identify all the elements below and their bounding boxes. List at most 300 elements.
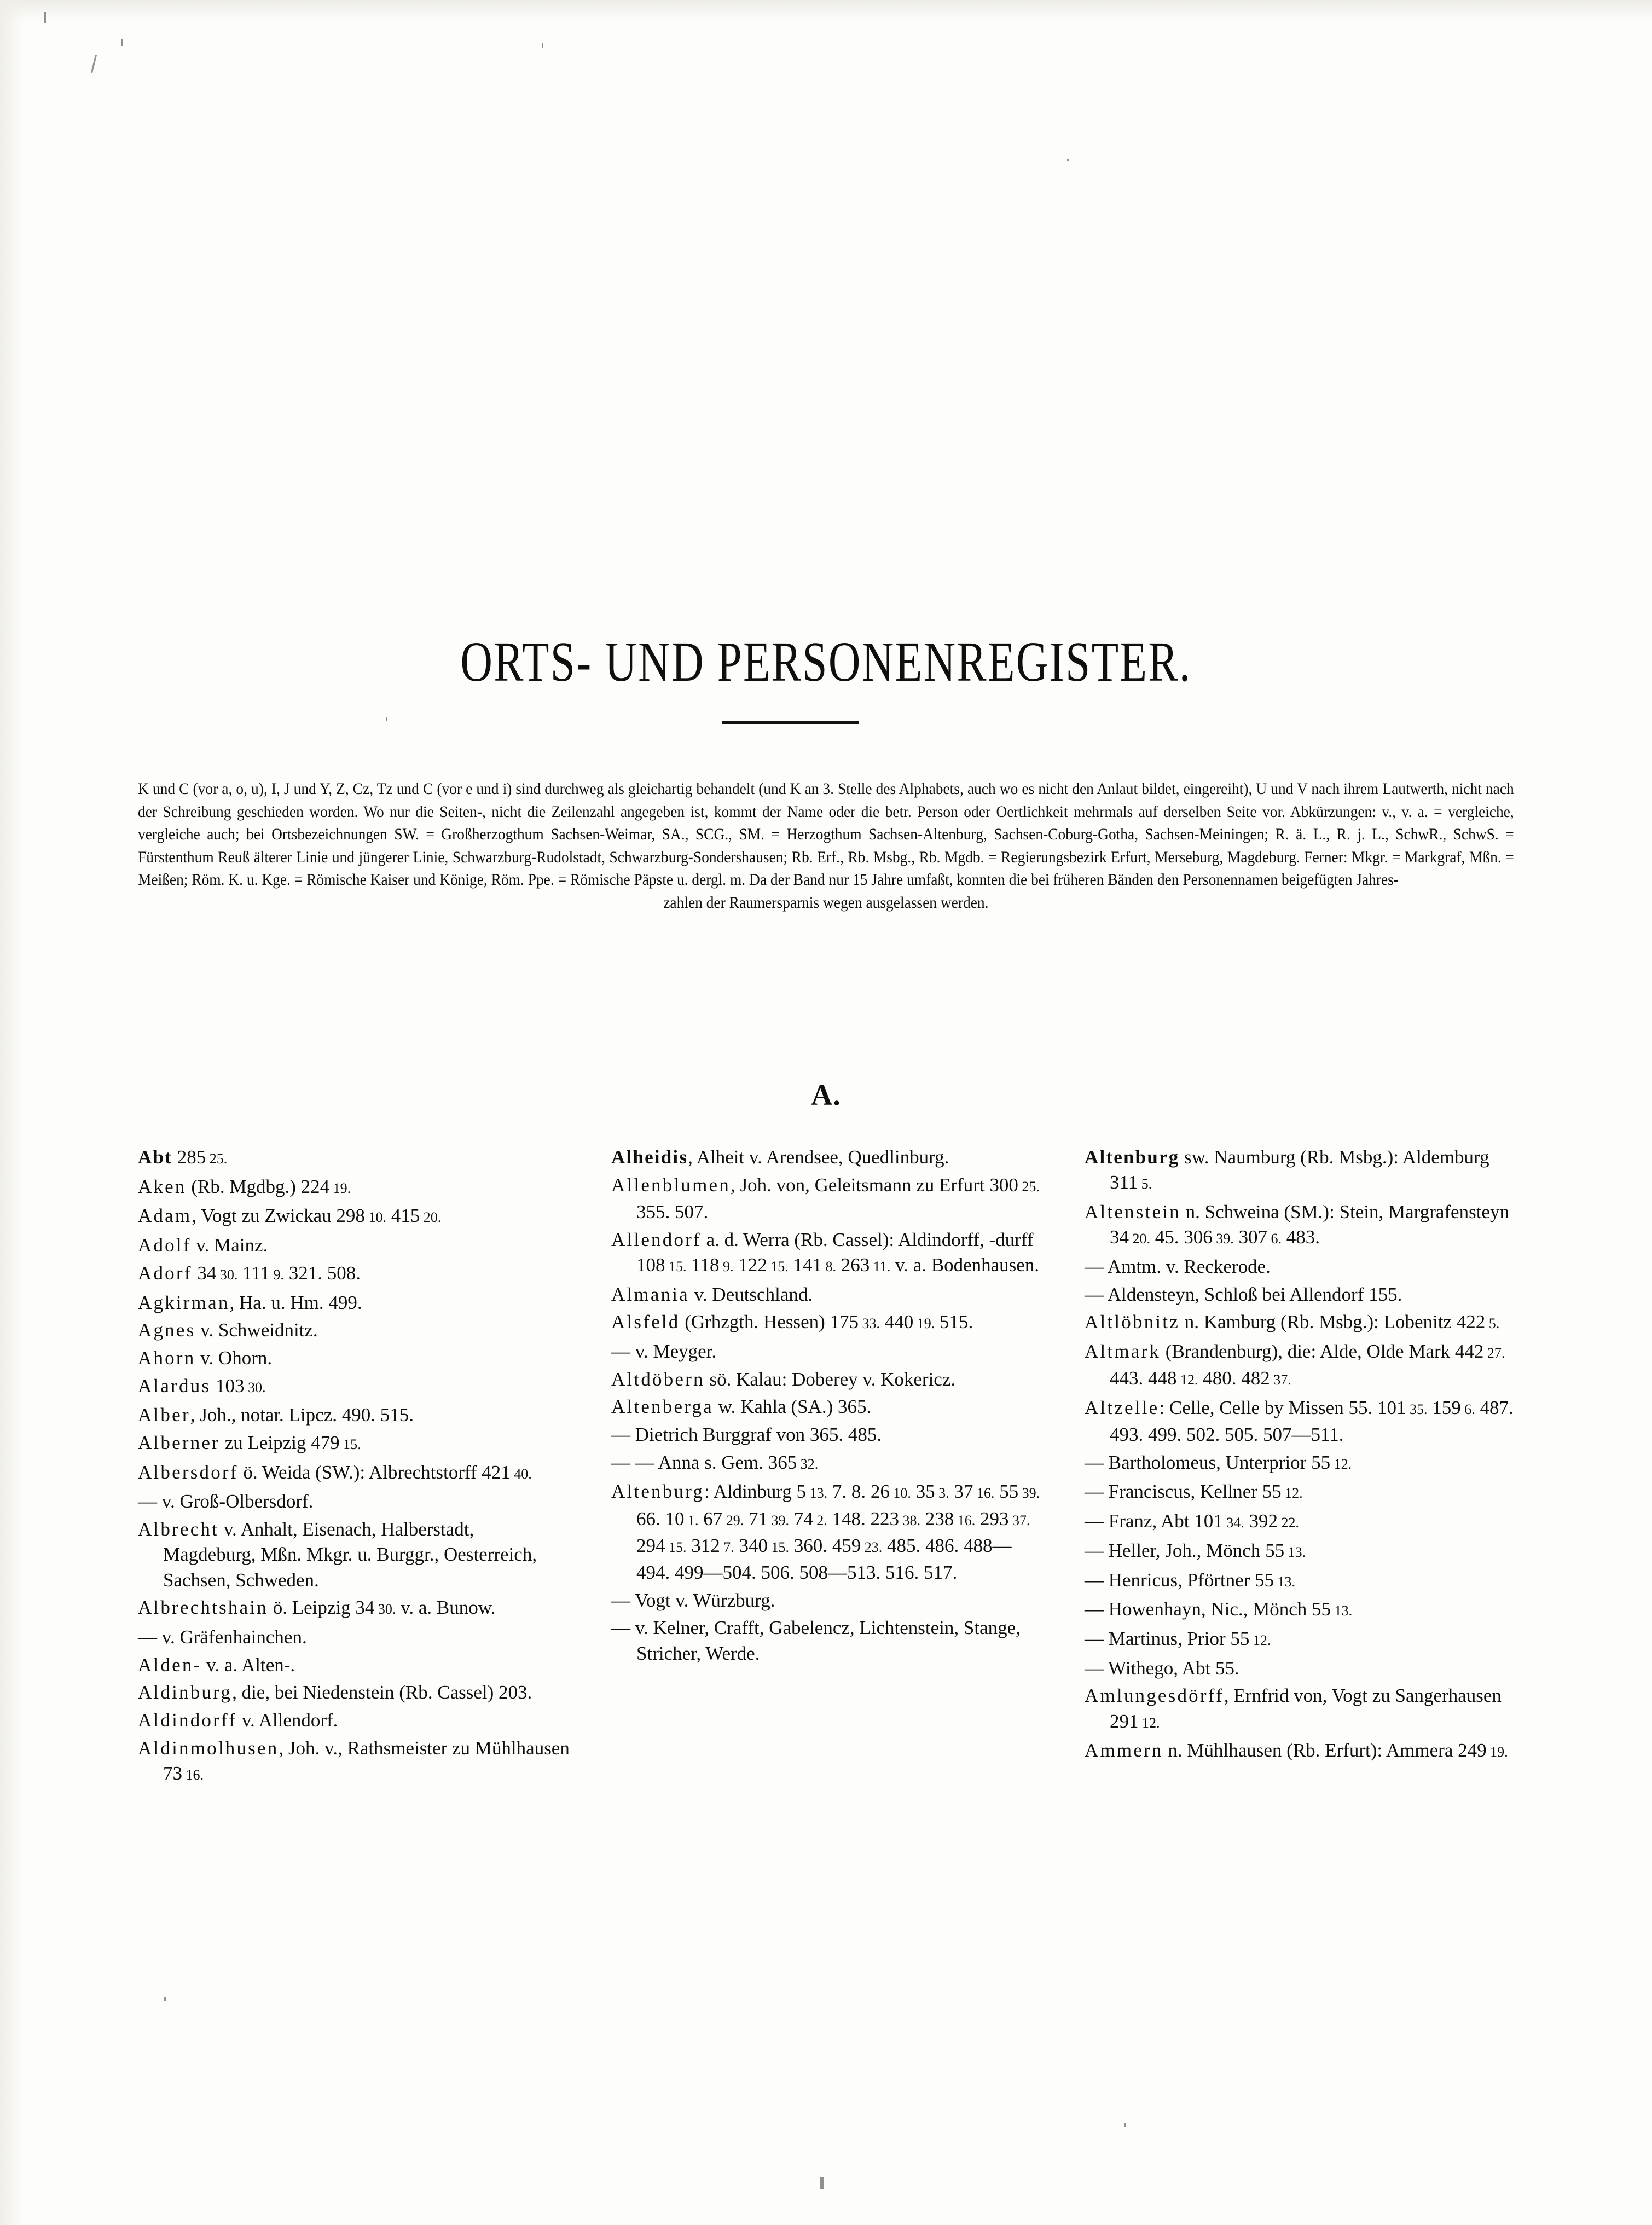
- subentry-dash: —: [611, 1340, 630, 1362]
- entry-reference: 7. 8. 26: [827, 1481, 890, 1503]
- index-entry: [611, 1227, 1044, 1279]
- entry-text: [1085, 1309, 1517, 1336]
- entry-reference: 37: [949, 1481, 973, 1503]
- entry-headword: Agnes: [138, 1319, 196, 1341]
- entry-reference: 74: [789, 1508, 813, 1529]
- line-number: 15.: [339, 1436, 361, 1453]
- column-3: [1085, 1145, 1517, 1791]
- line-number: 15.: [665, 1258, 687, 1274]
- line-number: 15.: [665, 1539, 687, 1555]
- entry-text: [1085, 1450, 1517, 1477]
- entry-reference: 71: [744, 1508, 768, 1529]
- index-entry: [138, 1346, 570, 1371]
- entry-reference: (Grhzgth. Hessen) 175: [680, 1311, 859, 1333]
- entry-text: [1085, 1282, 1517, 1307]
- column-1: [138, 1145, 570, 1791]
- entry-reference: , die, bei Niedenstein (Rb. Cassel) 203.: [232, 1682, 532, 1703]
- index-subentry: [138, 1489, 570, 1514]
- entry-text: [138, 1403, 570, 1428]
- line-number: 15.: [768, 1539, 789, 1555]
- entry-text: [138, 1430, 570, 1457]
- entry-reference: 515.: [935, 1311, 973, 1333]
- subentry-dash: —: [611, 1589, 630, 1611]
- subentry-dash: —: [611, 1424, 630, 1446]
- entry-reference: zu Leipzig 479: [219, 1432, 340, 1454]
- scan-speck: [386, 717, 387, 721]
- entry-text: [138, 1203, 570, 1230]
- entry-reference: 443. 448: [1110, 1368, 1177, 1389]
- index-entry: [138, 1374, 570, 1400]
- entry-text: [611, 1173, 1044, 1225]
- entry-reference: 415: [386, 1205, 420, 1227]
- entry-reference: v. Groß-Olbersdorf.: [157, 1491, 314, 1513]
- entry-reference: 293: [975, 1508, 1009, 1529]
- line-number: 38.: [899, 1512, 920, 1528]
- entry-reference: 67: [698, 1508, 723, 1529]
- index-subentry: [1085, 1538, 1517, 1565]
- subentry-dash: —: [1085, 1539, 1104, 1561]
- entry-headword: Almania: [611, 1283, 689, 1305]
- entry-reference: 111: [237, 1262, 270, 1284]
- index-entry: [138, 1430, 570, 1457]
- entry-reference: Amtm. v. Reckerode.: [1104, 1255, 1271, 1277]
- entry-reference: 141: [788, 1254, 822, 1276]
- entry-reference: sö. Kalau: Doberey v. Kokericz.: [704, 1368, 956, 1390]
- index-entry: [138, 1653, 570, 1678]
- line-number: 12.: [1281, 1485, 1303, 1502]
- entry-headword: Albersdorf: [138, 1461, 239, 1483]
- entry-headword: Altenburg: [611, 1481, 705, 1503]
- index-entry: [138, 1736, 570, 1788]
- entry-reference: 294: [636, 1534, 665, 1556]
- entry-headword: Altenburg: [1085, 1146, 1180, 1168]
- line-number: 34.: [1222, 1515, 1244, 1531]
- entry-reference: Howenhayn, Nic., Mönch 55: [1104, 1598, 1331, 1620]
- entry-reference: 148. 223: [827, 1508, 899, 1529]
- title-divider-rule: [722, 721, 859, 724]
- index-entry: [1085, 1683, 1517, 1735]
- entry-reference: , Ha. u. Hm. 499.: [229, 1291, 362, 1313]
- line-number: 20.: [420, 1209, 442, 1226]
- entry-reference: sw. Naumburg (Rb. Msbg.): Aldemburg 311: [1110, 1146, 1489, 1193]
- index-subentry: [611, 1450, 1044, 1477]
- index-entry: [611, 1479, 1044, 1585]
- entry-text: [611, 1339, 1044, 1364]
- entry-reference: , Joh. von, Geleitsmann zu Erfurt 300: [730, 1174, 1018, 1196]
- page-top-shading: [0, 0, 1652, 22]
- introduction-paragraph: K und C (vor a, o, u), I, J und Y, Z, Cz, Tz und C (vor e und i) sind durchweg als gleichartig behandelt (und K an 3. Stelle des Alphabets, auch wo es nicht den Anlaut bildet, eingereiht), U und V nach ihrem Lautwerth, nicht nach der Schreibung geschieden worden. Wo nur die Seiten-, nicht die Zeilenzahl angegeben ist, kommt der Name oder die betr. Person oder Oertlichkeit mehrmals auf derselben Seite vor. Abkürzungen: v., v. a. = vergleiche, vergleiche auch; bei Ortsbezeichnungen SW. = Großherzogthum Sachsen-Weimar, SA., SCG., SM. = Herzogthum Sachsen-Altenburg, Sachsen-Coburg-Gotha, Sachsen-Meiningen; R. ä. L., R. j. L., SchwR., SchwS. = Fürstenthum Reuß älterer Linie und jüngerer Linie, Schwarzburg-Rudolstadt, Schwarzburg-Sondershausen; Rb. Erf., Rb. Msbg., Rb. Mgdb. = Regierungsbezirk Erfurt, Merseburg, Magdeburg. Ferner: Mkgr. = Markgraf, Mßn. = Meißen; Röm. K. u. Kge. = Römische Kaiser und Könige, Röm. Ppe. = Römische Päpste u. dergl. m. Da der Band nur 15 Jahre umfaßt, konnten die bei früheren Bänden den Personennamen beigefügten Jahres-: [138, 780, 1514, 889]
- entry-reference: Dietrich Burggraf von 365. 485.: [630, 1424, 882, 1446]
- entry-reference: : Aldinburg 5: [704, 1481, 807, 1503]
- line-number: 20.: [1129, 1231, 1150, 1247]
- index-entry: [138, 1708, 570, 1733]
- page-title: ORTS- UND PERSONENREGISTER.: [460, 630, 1192, 693]
- entry-text: [1085, 1509, 1517, 1536]
- scan-speck: [121, 39, 123, 46]
- page-title-container: [0, 630, 1652, 693]
- entry-text: [1085, 1479, 1517, 1506]
- entry-text: [138, 1346, 570, 1371]
- line-number: 30.: [374, 1601, 396, 1618]
- index-entry: [1085, 1339, 1517, 1393]
- index-subentry: [1085, 1254, 1517, 1279]
- entry-reference: v. Meyger.: [630, 1340, 717, 1362]
- entry-headword: Ahorn: [138, 1347, 196, 1369]
- scan-speck: [1067, 159, 1069, 161]
- line-number: 30.: [216, 1266, 238, 1283]
- entry-text: [138, 1460, 570, 1487]
- index-entry: [138, 1290, 570, 1316]
- line-number: 7.: [720, 1539, 734, 1555]
- index-subentry: [611, 1339, 1044, 1364]
- line-number: 40.: [510, 1465, 532, 1482]
- entry-reference: 159: [1427, 1397, 1461, 1418]
- entry-headword: Allendorf: [611, 1229, 702, 1250]
- subentry-dash: —: [611, 1617, 630, 1639]
- entry-text: [138, 1290, 570, 1316]
- line-number: 15.: [767, 1258, 789, 1274]
- line-number: 8.: [821, 1258, 836, 1274]
- entry-reference: v. Anhalt, Eisenach, Halberstadt, Magdeburg, Mßn. Mkgr. u. Burggr., Oesterreich, Sachsen, Schweden.: [163, 1519, 537, 1591]
- entry-reference: (Brandenburg), die: Alde, Olde Mark 442: [1161, 1340, 1484, 1362]
- scan-speck: [1124, 2123, 1126, 2127]
- line-number: 12.: [1138, 1714, 1160, 1731]
- entry-headword: Agkirman: [138, 1291, 230, 1313]
- entry-headword: Amlungesdörff: [1085, 1685, 1224, 1707]
- line-number: 12.: [1330, 1456, 1352, 1472]
- entry-text: [138, 1736, 570, 1788]
- entry-reference: Franciscus, Kellner 55: [1104, 1481, 1282, 1503]
- index-subentry: [611, 1615, 1044, 1666]
- entry-text: [138, 1233, 570, 1258]
- entry-reference: 340: [734, 1534, 768, 1556]
- entry-text: [138, 1261, 570, 1288]
- line-number: 29.: [722, 1512, 744, 1528]
- entry-reference: Withego, Abt 55.: [1104, 1657, 1239, 1679]
- subentry-dash: —: [1085, 1481, 1104, 1503]
- line-number: 37.: [1008, 1512, 1030, 1528]
- line-number: 13.: [806, 1485, 828, 1502]
- entry-reference: Anna s. Gem. 365: [654, 1451, 797, 1473]
- index-entry: [138, 1203, 570, 1230]
- line-number: 6.: [1460, 1401, 1475, 1417]
- subentry-dash: — —: [611, 1451, 654, 1473]
- line-number: 2.: [813, 1512, 827, 1528]
- entry-reference: , Joh. v., Rathsmeister zu Mühlhausen 73: [163, 1737, 570, 1784]
- entry-headword: Alsfeld: [611, 1311, 680, 1333]
- line-number: 13.: [1284, 1544, 1306, 1560]
- line-number: 37.: [1270, 1372, 1291, 1388]
- entry-headword: Altenberga: [611, 1396, 714, 1418]
- entry-headword: Adorf: [138, 1262, 193, 1284]
- entry-text: [1085, 1656, 1517, 1681]
- entry-reference: , Vogt zu Zwickau 298: [192, 1205, 365, 1227]
- entry-reference: 392: [1244, 1510, 1278, 1532]
- index-entry: [138, 1174, 570, 1201]
- index-subentry: [1085, 1479, 1517, 1506]
- subentry-dash: —: [1085, 1657, 1104, 1679]
- line-number: 16.: [182, 1766, 204, 1783]
- line-number: 1.: [684, 1512, 699, 1528]
- index-entry: [138, 1517, 570, 1593]
- entry-reference: 440: [880, 1311, 914, 1333]
- entry-reference: v. a. Bunow.: [396, 1597, 496, 1619]
- entry-reference: Henricus, Pförtner 55: [1104, 1569, 1274, 1591]
- index-subentry: [1085, 1656, 1517, 1681]
- line-number: 13.: [1274, 1573, 1296, 1590]
- index-entry: [611, 1309, 1044, 1336]
- entry-reference: n. Schweina (SM.): Stein, Margrafensteyn 34: [1110, 1201, 1509, 1248]
- scan-speck: [164, 1997, 166, 2001]
- line-number: 11.: [870, 1258, 891, 1274]
- entry-reference: v. Schweidnitz.: [195, 1319, 318, 1341]
- entry-text: [611, 1227, 1044, 1279]
- line-number: 5.: [1485, 1316, 1500, 1332]
- subentry-dash: —: [138, 1626, 157, 1648]
- entry-text: [1085, 1738, 1517, 1765]
- index-entry: [611, 1394, 1044, 1419]
- entry-headword: Alber: [138, 1404, 190, 1426]
- subentry-dash: —: [1085, 1283, 1104, 1305]
- line-number: 35.: [1406, 1401, 1428, 1417]
- entry-text: [611, 1615, 1044, 1666]
- section-letter-heading: A.: [811, 1079, 841, 1111]
- scan-speck: [91, 55, 97, 73]
- index-entry: [138, 1595, 570, 1622]
- entry-text: [611, 1422, 1044, 1447]
- entry-headword: Altlöbnitz: [1085, 1311, 1180, 1333]
- line-number: 9.: [719, 1258, 734, 1274]
- entry-reference: v. a. Bodenhausen.: [890, 1254, 1040, 1276]
- introduction-last-line: zahlen der Raumersparnis wegen ausgelassen werden.: [663, 894, 989, 912]
- index-entry: [611, 1173, 1044, 1225]
- entry-reference: n. Kamburg (Rb. Msbg.): Lobenitz 422: [1179, 1311, 1486, 1333]
- entry-reference: 483.: [1282, 1226, 1320, 1248]
- index-subentry: [1085, 1626, 1517, 1653]
- index-subentry: [1085, 1509, 1517, 1536]
- line-number: 39.: [1018, 1485, 1040, 1502]
- introduction-note: [138, 778, 1514, 914]
- index-entry: [138, 1261, 570, 1288]
- index-entry: [138, 1403, 570, 1428]
- entry-reference: , Ernfrid von, Vogt zu Sangerhausen 291: [1110, 1685, 1502, 1732]
- entry-text: [138, 1680, 570, 1705]
- entry-reference: 307: [1233, 1226, 1267, 1248]
- entry-text: [1085, 1339, 1517, 1393]
- entry-text: [1085, 1254, 1517, 1279]
- line-number: 22.: [1278, 1515, 1300, 1531]
- entry-headword: Ammern: [1085, 1740, 1163, 1762]
- index-entry: [138, 1145, 570, 1172]
- index-entry: [1085, 1145, 1517, 1197]
- entry-text: [611, 1367, 1044, 1392]
- line-number: 39.: [768, 1512, 789, 1528]
- entry-headword: Alberner: [138, 1432, 220, 1454]
- line-number: 13.: [1331, 1603, 1353, 1619]
- entry-reference: , Alheit v. Arendsee, Quedlinburg.: [688, 1146, 949, 1168]
- entry-text: [138, 1708, 570, 1733]
- line-number: 23.: [861, 1539, 883, 1555]
- entry-reference: 34: [192, 1262, 217, 1284]
- entry-reference: 122: [733, 1254, 767, 1276]
- subentry-dash: —: [1085, 1598, 1104, 1620]
- entry-text: [611, 1588, 1044, 1613]
- entry-reference: 238: [920, 1508, 954, 1529]
- line-number: 19.: [1486, 1744, 1508, 1760]
- entry-text: [138, 1145, 570, 1172]
- index-entry: [1085, 1309, 1517, 1336]
- line-number: 12.: [1176, 1372, 1198, 1388]
- entry-text: [611, 1479, 1044, 1585]
- entry-headword: Altzelle: [1085, 1397, 1160, 1418]
- entry-reference: , Joh., notar. Lipcz. 490. 515.: [190, 1404, 414, 1426]
- index-subentry: [611, 1422, 1044, 1447]
- index-subentry: [1085, 1282, 1517, 1307]
- entry-reference: 487. 493. 499. 502. 505. 507—511.: [1110, 1397, 1514, 1446]
- index-entry: [1085, 1738, 1517, 1765]
- line-number: 25.: [1018, 1178, 1040, 1195]
- line-number: 9.: [270, 1266, 284, 1283]
- entry-reference: 263: [836, 1254, 870, 1276]
- index-entry: [138, 1460, 570, 1487]
- entry-headword: Aldinmolhusen: [138, 1737, 279, 1759]
- column-2: [611, 1145, 1044, 1791]
- subentry-dash: —: [1085, 1510, 1104, 1532]
- entry-headword: Abt: [138, 1146, 172, 1168]
- entry-text: [138, 1174, 570, 1201]
- entry-reference: 118: [686, 1254, 720, 1276]
- entry-reference: n. Mühlhausen (Rb. Erfurt): Ammera 249: [1163, 1740, 1487, 1762]
- entry-text: [1085, 1626, 1517, 1653]
- entry-headword: Alheidis: [611, 1146, 688, 1168]
- entry-reference: 355. 507.: [636, 1201, 709, 1222]
- subentry-dash: —: [1085, 1451, 1104, 1473]
- entry-headword: Aldinburg: [138, 1682, 233, 1703]
- subentry-dash: —: [138, 1491, 157, 1513]
- entry-text: [1085, 1568, 1517, 1595]
- entry-reference: 321. 508.: [284, 1262, 361, 1284]
- index-subentry: [1085, 1568, 1517, 1595]
- entry-reference: Martinus, Prior 55: [1104, 1627, 1250, 1649]
- line-number: 32.: [797, 1456, 819, 1472]
- entry-text: [611, 1450, 1044, 1477]
- scan-speck: [820, 2177, 824, 2189]
- entry-text: [138, 1318, 570, 1343]
- entry-text: [1085, 1395, 1517, 1447]
- entry-reference: Aldensteyn, Schloß bei Allendorf 155.: [1104, 1283, 1402, 1305]
- entry-text: [611, 1282, 1044, 1307]
- entry-text: [1085, 1597, 1517, 1624]
- line-number: 27.: [1483, 1345, 1505, 1361]
- entry-text: [138, 1625, 570, 1650]
- line-number: 12.: [1249, 1632, 1271, 1648]
- entry-text: [1085, 1683, 1517, 1735]
- subentry-dash: —: [1085, 1569, 1104, 1591]
- index-entry: [138, 1680, 570, 1705]
- index-subentry: [1085, 1450, 1517, 1477]
- entry-reference: Bartholomeus, Unterprior 55: [1104, 1451, 1331, 1473]
- entry-headword: Altmark: [1085, 1340, 1161, 1362]
- index-entry: [138, 1318, 570, 1343]
- scan-speck: [44, 12, 46, 23]
- entry-text: [1085, 1538, 1517, 1565]
- line-number: 19.: [913, 1316, 935, 1332]
- line-number: 19.: [329, 1180, 351, 1196]
- entry-reference: 312: [686, 1534, 720, 1556]
- entry-reference: a. d. Werra (Rb. Cassel): Aldindorff, -durff 108: [636, 1229, 1034, 1276]
- entry-text: [1085, 1200, 1517, 1251]
- line-number: 10.: [889, 1485, 911, 1502]
- page-left-shading: [0, 0, 25, 2225]
- entry-text: [138, 1653, 570, 1678]
- entry-reference: v. Allendorf.: [237, 1710, 338, 1731]
- line-number: 30.: [244, 1379, 266, 1395]
- entry-headword: Aken: [138, 1175, 187, 1197]
- subentry-dash: —: [1085, 1255, 1104, 1277]
- entry-reference: v. Kelner, Crafft, Gabelencz, Lichtenstein, Stange, Stricher, Werde.: [630, 1617, 1021, 1664]
- entry-reference: 66. 10: [636, 1508, 685, 1529]
- entry-reference: : Celle, Celle by Missen 55. 101: [1159, 1397, 1406, 1418]
- index-entry: [138, 1233, 570, 1258]
- entry-headword: Adolf: [138, 1235, 192, 1256]
- entry-reference: 45. 306: [1150, 1226, 1213, 1248]
- index-subentry: [138, 1625, 570, 1650]
- entry-text: [611, 1145, 1044, 1170]
- entry-text: [138, 1517, 570, 1593]
- entry-reference: Franz, Abt 101: [1104, 1510, 1223, 1532]
- entry-text: [138, 1489, 570, 1514]
- scan-speck: [542, 43, 543, 48]
- entry-reference: 480. 482: [1198, 1368, 1270, 1389]
- line-number: 39.: [1212, 1231, 1234, 1247]
- index-entry: [611, 1367, 1044, 1392]
- index-entry: [611, 1145, 1044, 1170]
- entry-text: [611, 1309, 1044, 1336]
- entry-headword: Aldindorff: [138, 1710, 237, 1731]
- subentry-dash: —: [1085, 1627, 1104, 1649]
- index-entry: [1085, 1395, 1517, 1447]
- index-entry: [611, 1282, 1044, 1307]
- entry-reference: 360. 459: [789, 1534, 861, 1556]
- line-number: 33.: [859, 1316, 880, 1332]
- entry-reference: Vogt v. Würzburg.: [630, 1589, 775, 1611]
- entry-reference: ö. Leipzig 34: [268, 1597, 375, 1619]
- line-number: 3.: [935, 1485, 949, 1502]
- line-number: 16.: [954, 1512, 976, 1528]
- entry-headword: Allenblumen: [611, 1174, 731, 1196]
- entry-headword: Albrecht: [138, 1519, 219, 1540]
- entry-reference: v. Gräfenhainchen.: [157, 1626, 307, 1648]
- index-subentry: [611, 1588, 1044, 1613]
- entry-headword: Albrechtshain: [138, 1597, 268, 1619]
- entry-reference: w. Kahla (SA.) 365.: [713, 1396, 872, 1418]
- entry-headword: Altenstein: [1085, 1201, 1181, 1222]
- entry-headword: Adam: [138, 1205, 192, 1227]
- entry-reference: 485. 486. 488—494. 499—504. 506. 508—513. 516. 517.: [636, 1534, 1012, 1584]
- index-columns: [138, 1145, 1517, 1791]
- line-number: 25.: [206, 1151, 228, 1167]
- entry-text: [138, 1374, 570, 1400]
- index-entry: [1085, 1200, 1517, 1251]
- entry-reference: v. Ohorn.: [195, 1347, 273, 1369]
- entry-reference: v. Deutschland.: [689, 1283, 813, 1305]
- entry-text: [611, 1394, 1044, 1419]
- entry-reference: ö. Weida (SW.): Albrechtstorff 421: [238, 1461, 511, 1483]
- entry-text: [138, 1595, 570, 1622]
- line-number: 16.: [973, 1485, 995, 1502]
- entry-reference: 285: [172, 1146, 206, 1168]
- entry-headword: Altdöbern: [611, 1368, 705, 1390]
